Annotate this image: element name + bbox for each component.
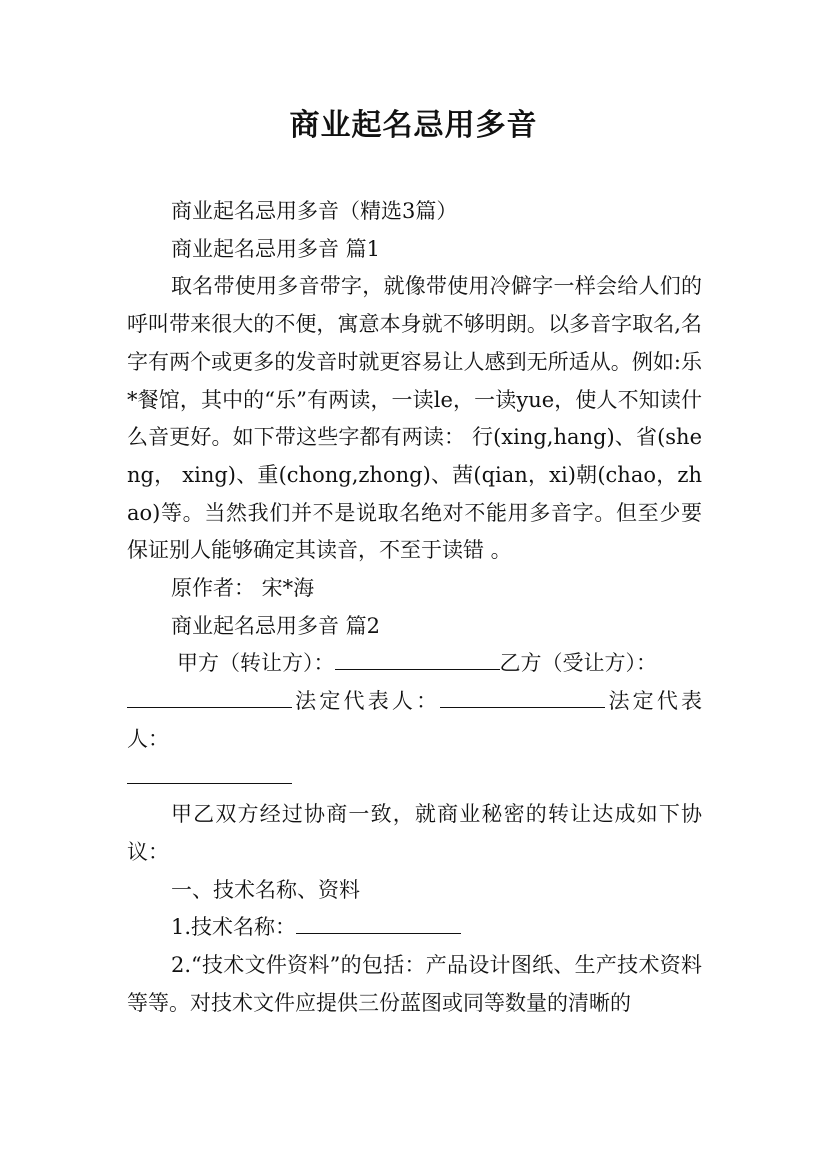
- clause-1-item-1-label: 1.技术名称：: [171, 915, 297, 940]
- legal-rep-line: [127, 683, 702, 758]
- party-a-label: 甲方（转让方）：: [177, 651, 335, 676]
- parties-block: [127, 645, 702, 683]
- legal-rep-label-2: 法定代表人：: [127, 689, 703, 751]
- section-2-heading: 商业起名忌用多音 篇2: [171, 613, 381, 638]
- document-body: [127, 193, 702, 1022]
- legal-rep-1-blank: [440, 684, 605, 708]
- clause-1-heading: 一、技术名称、资料: [171, 877, 360, 902]
- section-1-heading: 商业起名忌用多音 篇1: [171, 236, 381, 261]
- author-line: 原作者： 宋*海: [171, 576, 315, 601]
- section-1-paragraph: 取名带使用多音带字，就像带使用冷僻字一样会给人们的呼叫带来很大的不便，寓意本身就不够明朗。以多音字取名,名字有两个或更多的发音时就更容易让人感到无所适从。例如:乐*餐馆，其中的“乐”有两读，一读le，一读yue，使人不知读什么音更好。如下带这些字都有两读： 行(xing,hang)、省(sheng， xing)、重(chong,zhong)、茜(qian，xi)朝(chao，zhao)等。当然我们并不是说取名绝对不能用多音字。但至少要保证别人能够确定其读音，不至于读错 。: [127, 274, 702, 563]
- legal-rep-2-blank: [127, 759, 292, 783]
- party-b-label: 乙方（受让方）：: [499, 651, 657, 676]
- clause-1-item-2: 2.“技术文件资料”的包括：产品设计图纸、生产技术资料等等。对技术文件应提供三份蓝图或同等数量的清晰的: [127, 953, 702, 1015]
- technology-name-blank: [296, 910, 461, 934]
- party-b-blank: [127, 684, 292, 708]
- legal-rep-label-1: 法定代表人：: [292, 689, 441, 714]
- agreement-paragraph: 甲乙双方经过协商一致，就商业秘密的转让达成如下协议：: [127, 802, 702, 864]
- party-a-blank: [335, 646, 500, 670]
- clause-1-item-1: [127, 909, 702, 947]
- document-title: 商业起名忌用多音: [289, 108, 538, 143]
- document-subtitle: 商业起名忌用多音（精选3篇）: [171, 199, 458, 223]
- legal-rep-2-line: [127, 759, 702, 797]
